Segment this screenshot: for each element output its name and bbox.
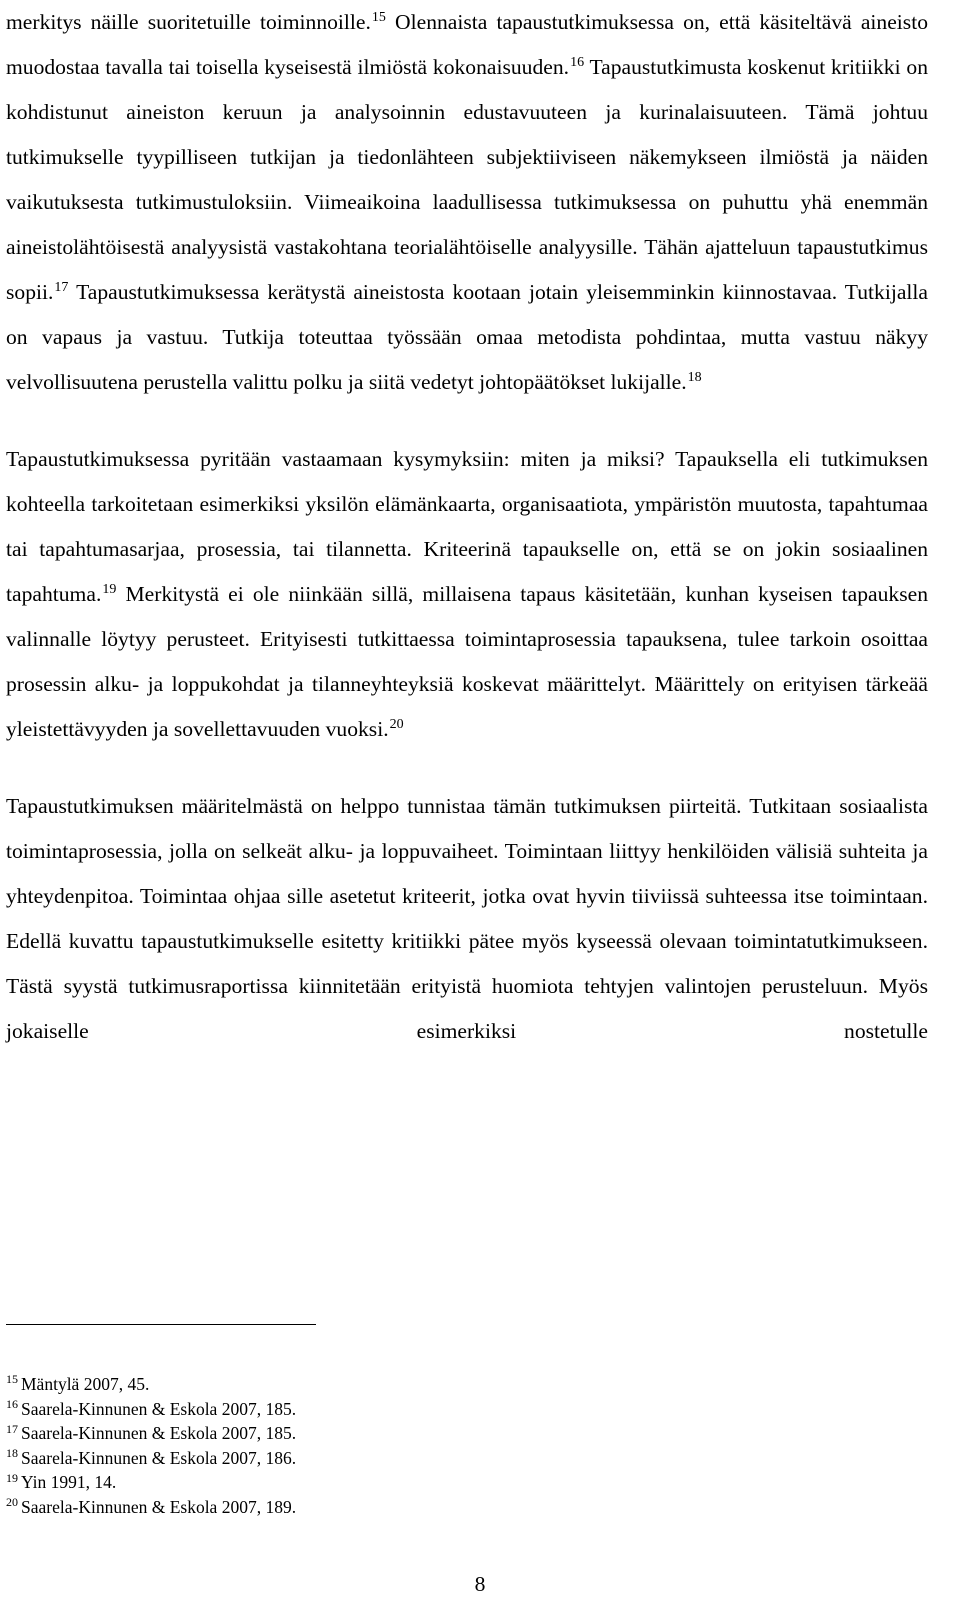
footnote-reference[interactable]: 17: [54, 279, 69, 295]
footnote-17: [6, 1421, 606, 1446]
footnote-16: [6, 1397, 606, 1422]
paragraph-3: [6, 784, 928, 1054]
footnote-reference[interactable]: 18: [687, 369, 702, 385]
footnote-reference[interactable]: 16: [570, 54, 585, 70]
paragraph-gap: [6, 752, 928, 784]
footnote-text: Saarela-Kinnunen & Eskola 2007, 185.: [21, 1423, 297, 1444]
footnote-number: 16: [6, 1397, 18, 1411]
footnote-number: 20: [6, 1495, 18, 1510]
footnote-15: [6, 1372, 606, 1397]
footnote-18: [6, 1446, 606, 1471]
footnote-number: 15: [6, 1372, 18, 1387]
footnote-19: [6, 1470, 606, 1495]
footnote-number: 17: [6, 1421, 18, 1436]
footnote-text: Saarela-Kinnunen & Eskola 2007, 189.: [21, 1496, 297, 1517]
page-number: 8: [474, 1572, 486, 1596]
footnote-20: [6, 1495, 606, 1520]
text-run: merkitys näille suoritetuille toiminnoille.: [6, 10, 371, 34]
paragraph-1: [6, 0, 928, 405]
text-run: Olennaista tapaustutkimuksessa on, että käsiteltävä aineisto muodostaa tavalla tai toisella kyseisestä ilmiöstä kokonaisuuden.: [6, 10, 928, 79]
document-page: [6, 0, 928, 1054]
footnote-text: Saarela-Kinnunen & Eskola 2007, 185.: [21, 1398, 297, 1419]
paragraph-gap: [6, 405, 928, 437]
text-run: Merkitystä ei ole niinkään sillä, millaisena tapaus käsitetään, kunhan kyseisen tapauksen valinnalle löytyy perusteet. Erityisesti tutkittaessa toimintaprosessia tapauksena, tulee tarkoin osoittaa prosessin alku- ja loppukohdat ja tilanneyhteyksiä koskevat määrittelyt. Määrittely on erityisen tärkeää yleistettävyyden ja sovellettavuuden vuoksi.: [6, 582, 928, 741]
footnote-number: 19: [6, 1470, 18, 1485]
text-run: Tapaustutkimusta koskenut kritiikki on kohdistunut aineiston keruun ja analysoinnin edustavuuteen ja kurinalaisuuteen. Tämä johtuu tutkimukselle tyypilliseen tutkijan ja tiedonlähteen subjektiiviseen näkemykseen ilmiöstä ja näiden vaikutuksesta tutkimustuloksiin. Viimeaikoina laadullisessa tutkimuksessa on puhuttu yhä enemmän aineistolähtöisestä analyysistä vastakohtana teorialähtöiselle analyysille. Tähän ajatteluun tapaustutkimus sopii.: [6, 55, 928, 304]
footnote-separator: [6, 1324, 316, 1325]
footnote-text: Mäntylä 2007, 45.: [21, 1374, 150, 1394]
footnote-text: Saarela-Kinnunen & Eskola 2007, 186.: [21, 1447, 297, 1468]
paragraph-2: [6, 437, 928, 752]
text-run: Tapaustutkimuksessa pyritään vastaamaan kysymyksiin: miten ja miksi? Tapauksella eli tutkimuksen kohteella tarkoitetaan esimerkiksi yksilön elämänkaarta, organisaatiota, ympäristön muutosta, tapahtumaa tai tapahtumasarjaa, prosessia, tai tilannetta. Kriteerinä tapaukselle on, että se on jokin sosiaalinen tapahtuma.: [6, 447, 928, 606]
footnote-number: 18: [6, 1446, 18, 1461]
footnote-reference[interactable]: 15: [371, 9, 386, 25]
footnote-text: Yin 1991, 14.: [21, 1472, 117, 1493]
footnote-reference[interactable]: 19: [102, 581, 117, 597]
footnote-reference[interactable]: 20: [389, 716, 404, 732]
text-run: Tapaustutkimuksessa kerätystä aineistosta kootaan jotain yleisemminkin kiinnostavaa. Tutkijalla on vapaus ja vastuu. Tutkija toteuttaa työssään omaa metodista pohdintaa, mutta vastuu näkyy velvollisuutena perustella valittu polku ja siitä vedetyt johtopäätökset lukijalle.: [6, 280, 928, 394]
footnotes: [6, 1372, 606, 1520]
text-run: Tapaustutkimuksen määritelmästä on helppo tunnistaa tämän tutkimuksen piirteitä. Tutkitaan sosiaalista toimintaprosessia, jolla on selkeät alku- ja loppuvaiheet. Toimintaan liittyy henkilöiden välisiä suhteita ja yhteydenpitoa. Toimintaa ohjaa sille asetetut kriteerit, jotka ovat hyvin tiiviissä suhteessa itse toimintaan. Edellä kuvattu tapaustutkimukselle esitetty kritiikki pätee myös kyseessä olevaan toimintatutkimukseen. Tästä syystä tutkimusraportissa kiinnitetään erityistä huomiota tehtyjen valintojen perusteluun. Myös jokaiselle esimerkiksi nostetulle: [6, 794, 928, 1043]
